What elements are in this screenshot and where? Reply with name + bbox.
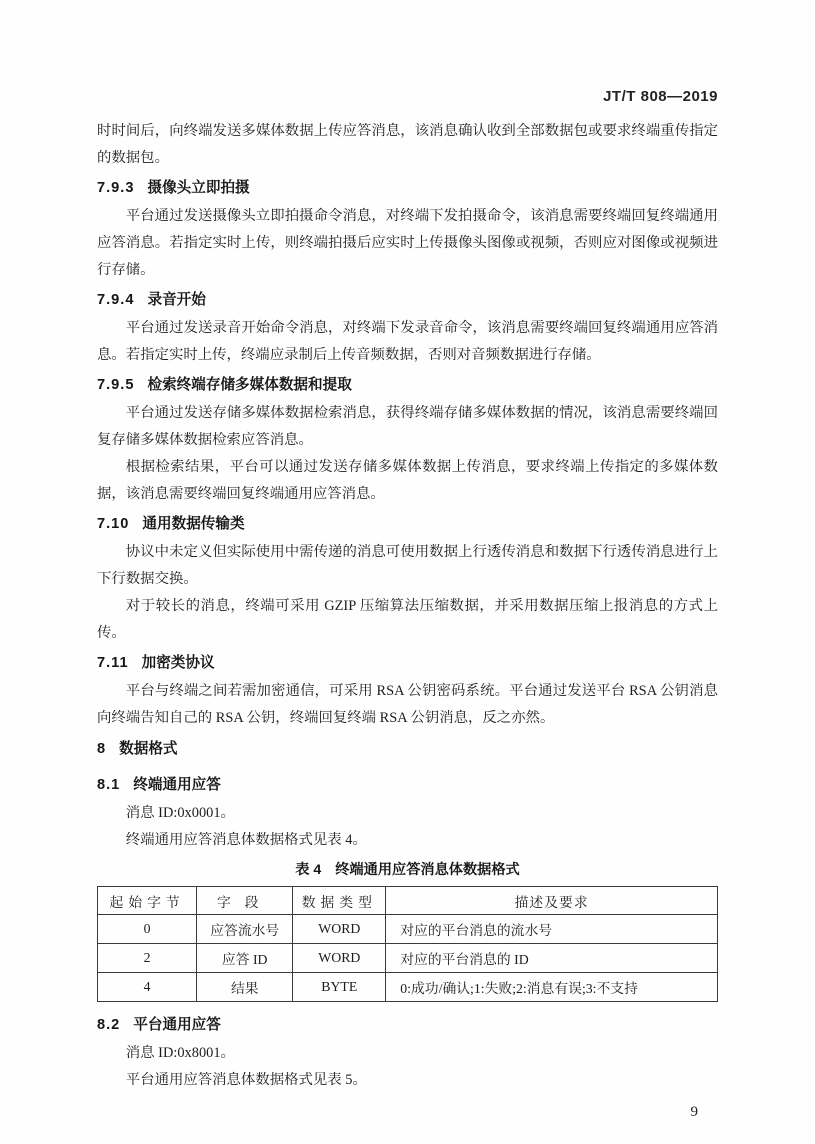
heading-7-9-4 [97, 287, 718, 314]
heading-number: 7.11 [97, 655, 129, 671]
cell-data-type: WORD [293, 944, 386, 973]
heading-7-10 [97, 511, 718, 538]
page-number: 9 [690, 1104, 698, 1120]
heading-number: 7.9.3 [97, 180, 135, 196]
heading-8 [97, 736, 718, 763]
paragraph: 对于较长的消息，终端可采用 GZIP 压缩算法压缩数据，并采用数据压缩上报消息的方式上传。 [97, 598, 718, 641]
paragraph: 根据检索结果，平台可以通过发送存储多媒体数据上传消息，要求终端上传指定的多媒体数据，该消息需要终端回复终端通用应答消息。 [97, 459, 718, 502]
cell-data-type: WORD [293, 915, 386, 944]
cell-start-byte: 4 [98, 973, 197, 1002]
col-header-field: 字段 [197, 887, 293, 915]
heading-number: 7.9.5 [97, 377, 135, 393]
heading-number: 7.9.4 [97, 292, 135, 308]
table-row [98, 944, 718, 973]
table-caption [97, 857, 718, 884]
table-reference-line: 终端通用应答消息体数据格式见表 4。 [125, 832, 367, 848]
message-id-line: 消息 ID:0x8001。 [125, 1045, 235, 1061]
heading-title: 终端通用应答 [133, 777, 221, 793]
cell-field: 应答 ID [197, 944, 293, 973]
heading-7-11 [97, 650, 718, 677]
cell-start-byte: 0 [98, 915, 197, 944]
cell-field: 结果 [197, 973, 293, 1002]
paragraph: 协议中未定义但实际使用中需传递的消息可使用数据上行透传消息和数据下行透传消息进行上下行数据交换。 [97, 544, 718, 587]
heading-8-2 [97, 1012, 718, 1039]
cell-field: 应答流水号 [197, 915, 293, 944]
heading-title: 摄像头立即拍摄 [147, 180, 250, 196]
doc-code-header: JT/T 808—2019 [603, 88, 718, 105]
message-id-line: 消息 ID:0x0001。 [125, 805, 235, 821]
cell-description: 0:成功/确认;1:失败;2:消息有误;3:不支持 [386, 973, 718, 1002]
cell-start-byte: 2 [98, 944, 197, 973]
table-4-terminal-general-response [97, 886, 718, 1002]
heading-number: 8.1 [97, 777, 121, 793]
table-reference-line: 平台通用应答消息体数据格式见表 5。 [125, 1072, 367, 1088]
heading-number: 8 [97, 741, 107, 757]
cell-data-type: BYTE [293, 973, 386, 1002]
table-caption-title: 终端通用应答消息体数据格式 [335, 862, 520, 878]
heading-number: 8.2 [97, 1017, 121, 1033]
table-caption-label: 表 4 [295, 862, 322, 878]
paragraph: 平台通过发送摄像头立即拍摄命令消息，对终端下发拍摄命令，该消息需要终端回复终端通用应答消息。若指定实时上传，则终端拍摄后应实时上传摄像头图像或视频，否则应对图像或视频进行存储。 [97, 208, 718, 278]
paragraph: 平台与终端之间若需加密通信，可采用 RSA 公钥密码系统。平台通过发送平台 RSA 公钥消息向终端告知自己的 RSA 公钥，终端回复终端 RSA 公钥消息，反之亦然。 [97, 683, 718, 726]
col-header-data-type: 数据类型 [293, 887, 386, 915]
heading-7-9-5 [97, 372, 718, 399]
table-header-row [98, 887, 718, 915]
table-row [98, 915, 718, 944]
cell-description: 对应的平台消息的流水号 [386, 915, 718, 944]
heading-title: 录音开始 [147, 292, 206, 308]
continuation-paragraph: 时时间后，向终端发送多媒体数据上传应答消息，该消息确认收到全部数据包或要求终端重传指定的数据包。 [97, 123, 718, 166]
heading-title: 平台通用应答 [133, 1017, 221, 1033]
heading-title: 检索终端存储多媒体数据和提取 [147, 377, 352, 393]
heading-number: 7.10 [97, 516, 130, 532]
paragraph: 平台通过发送录音开始命令消息，对终端下发录音命令，该消息需要终端回复终端通用应答消息。若指定实时上传，终端应录制后上传音频数据，否则对音频数据进行存储。 [97, 320, 718, 363]
heading-7-9-3 [97, 175, 718, 202]
heading-title: 数据格式 [119, 741, 178, 757]
col-header-description: 描述及要求 [386, 887, 718, 915]
cell-description: 对应的平台消息的 ID [386, 944, 718, 973]
heading-title: 加密类协议 [141, 655, 215, 671]
heading-title: 通用数据传输类 [142, 516, 245, 532]
table-row [98, 973, 718, 1002]
paragraph: 平台通过发送存储多媒体数据检索消息，获得终端存储多媒体数据的情况，该消息需要终端回复存储多媒体数据检索应答消息。 [97, 405, 718, 448]
col-header-start-byte: 起始字节 [98, 887, 197, 915]
heading-8-1 [97, 772, 718, 799]
